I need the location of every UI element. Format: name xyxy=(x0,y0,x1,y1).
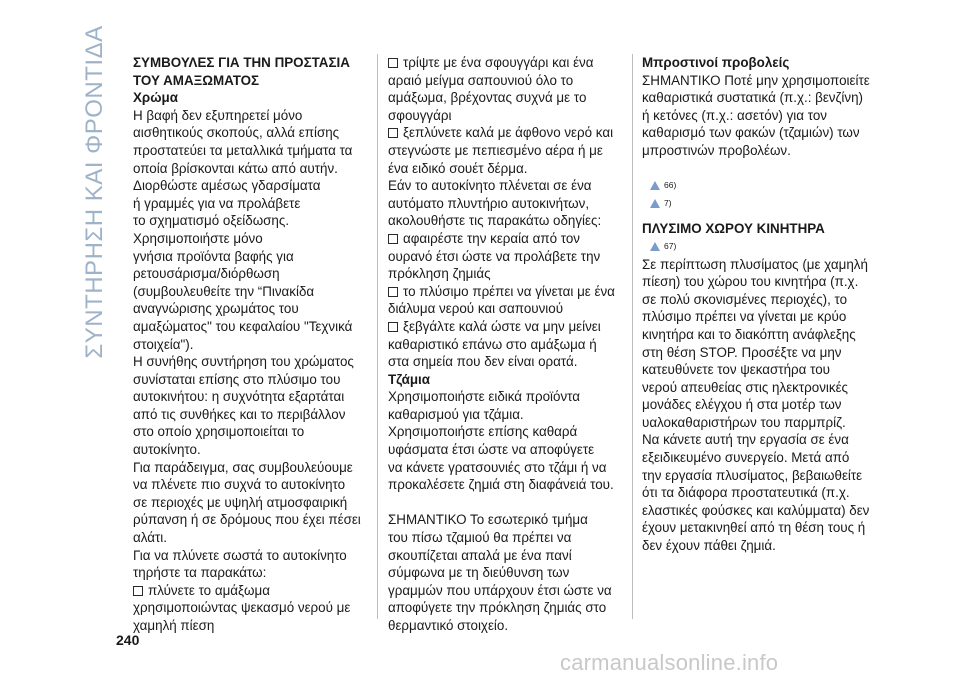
column-1 xyxy=(133,54,363,635)
text-line: δεν έχουν πάθει ζημιά. xyxy=(642,538,776,554)
text-line: καθαρισμό των φακών (τζαμιών) των xyxy=(642,125,860,141)
text-line: Εάν το αυτοκίνητο πλένεται σε ένα xyxy=(388,178,592,194)
text-line: Να κάνετε αυτή την εργασία σε ένα xyxy=(642,432,849,448)
text-line: αμαξώματος" του κεφαλαίου "Τεχνικά xyxy=(133,318,353,334)
text-line: στο οποίο χρησιμοποιείται το xyxy=(133,424,305,440)
text-line: του πίσω τζαμιού θα πρέπει να xyxy=(388,530,572,546)
text-line: στη θέση STOP. Προσέξτε να μην xyxy=(642,344,842,360)
text-line: προστατεύει τα μεταλλικά τμήματα τα xyxy=(133,142,353,158)
text-line: ΣΗΜΑΝΤΙΚΟ Ποτέ μην χρησιμοποιείτε xyxy=(642,72,870,88)
warning-triangle-icon xyxy=(650,181,660,190)
paragraph-lines xyxy=(133,107,363,582)
bullet-continuation xyxy=(133,599,363,634)
text-line: ακολουθήστε τις παρακάτω οδηγίες: xyxy=(388,213,602,229)
subheading-headlights: Μπροστινοί προβολείς xyxy=(642,55,790,70)
text-line: σύμφωνα με τη διεύθυνση των xyxy=(388,565,570,581)
text-line: διάλυμα νερού και σαπουνιού xyxy=(388,301,564,317)
text-line: κινητήρα και το διακόπτη ανάφλεξης xyxy=(642,326,856,342)
text-line: Χρησιμοποιήστε ειδικά προϊόντα xyxy=(388,389,580,405)
text-line: Η συνήθης συντήρηση του χρώματος xyxy=(133,354,354,370)
text-line: ρύπανση ή σε δρόμους που έχει πέσει xyxy=(133,512,361,528)
text-line: ένα ειδικό σουέτ δέρμα. xyxy=(388,160,528,176)
checkbox-bullet-icon xyxy=(388,287,398,297)
section-side-title xyxy=(75,25,115,359)
text-line: Η βαφή δεν εξυπηρετεί μόνο xyxy=(133,107,303,123)
warning-triangle-icon xyxy=(650,242,660,251)
checkbox-bullet-icon xyxy=(388,234,398,244)
checkbox-bullet-icon xyxy=(388,58,398,68)
text-line: νερού απευθείας στις ηλεκτρονικές xyxy=(642,379,849,395)
bullet-item xyxy=(388,124,618,142)
text-line: πίεση) του χώρου του κινητήρα (π.χ. xyxy=(642,274,859,290)
note-reference-label: 7) xyxy=(664,197,672,208)
note-reference[interactable] xyxy=(650,195,872,213)
text-line: υφάσματα έτσι ώστε να αποφύγετε xyxy=(388,442,595,458)
text-line: χρησιμοποιώντας ψεκασμό νερού με xyxy=(133,600,351,616)
text-line: αποφύγετε την πρόκληση ζημιάς στο xyxy=(388,600,607,616)
bullet-continuation xyxy=(388,248,618,283)
bullet-text: αφαιρέστε την κεραία από τον xyxy=(403,230,580,246)
text-line: σκουπίζεται απαλά με ένα πανί xyxy=(388,547,572,563)
text-line: γραμμών που υπάρχουν έτσι ώστε να xyxy=(388,582,612,598)
text-line: ελαστικές φούσκες και καλύμματα) δεν xyxy=(642,502,870,518)
text-line: πρόκληση ζημιάς xyxy=(388,266,491,282)
paragraph-lines xyxy=(388,177,618,230)
section-heading-engine-wash: ΠΛΥΣΙΜΟ ΧΩΡΟΥ ΚΙΝΗΤΗΡΑ xyxy=(642,221,825,237)
bullet-continuation xyxy=(388,336,618,371)
text-line: εξειδικευμένο συνεργείο. Μετά από xyxy=(642,450,850,466)
text-line: Για παράδειγμα, σας συμβουλεύουμε xyxy=(133,459,353,475)
text-line: ότι τα διάφορα προστατευτικά (π.χ. xyxy=(642,485,850,501)
text-line: στοιχεία"). xyxy=(133,336,194,352)
bullet-text: ξεπλύνετε καλά με άφθονο νερό και xyxy=(403,125,614,141)
bullet-continuation xyxy=(388,142,618,177)
text-line: από τις συνθήκες και το περιβάλλον xyxy=(133,406,346,422)
paragraph-lines xyxy=(388,511,618,634)
warning-reference-label: 66) xyxy=(664,180,677,191)
text-line: μονάδες ελέγχου ή στα μοτέρ των xyxy=(642,397,842,413)
bullet-item xyxy=(388,318,618,336)
text-line: συνίσταται επίσης στο πλύσιμο του xyxy=(133,371,341,387)
text-line: αυτοκίνητο. xyxy=(133,442,201,458)
page-number: 240 xyxy=(116,632,140,648)
paragraph-lines xyxy=(388,388,618,494)
bullet-text: πλύνετε το αμάξωμα xyxy=(148,582,270,598)
note-triangle-icon xyxy=(650,199,660,208)
text-line: αλάτι. xyxy=(133,530,167,546)
bullet-continuation xyxy=(388,300,618,318)
section-heading: ΣΥΜΒΟΥΛΕΣ ΓΙΑ ΤΗΝ ΠΡΟΣΤΑΣΙΑ xyxy=(133,55,350,70)
bullet-text: ξεβγάλτε καλά ώστε να μην μείνει xyxy=(403,318,601,334)
checkbox-bullet-icon xyxy=(133,586,143,596)
text-line: σε πολύ σκονισμένες περιοχές), το xyxy=(642,291,848,307)
text-line: Για να πλύνετε σωστά το αυτοκίνητο xyxy=(133,547,347,563)
text-line: ή γραμμές για να προλάβετε xyxy=(133,195,301,211)
text-line: αυτόματο πλυντήριο αυτοκινήτων, xyxy=(388,195,590,211)
column-divider xyxy=(632,54,633,619)
text-line: οποία βρίσκονται κάτω από αυτήν. xyxy=(133,160,338,176)
text-line: Χρησιμοποιήστε μόνο xyxy=(133,230,263,246)
text-line: τηρήστε τα παρακάτω: xyxy=(133,565,267,581)
watermark-text: carmanualsonline.info xyxy=(560,650,779,675)
text-line: καθαρισμού για τζάμια. xyxy=(388,406,524,422)
section-side-title-text: ΣΥΝΤΗΡΗΣΗ ΚΑΙ ΦΡΟΝΤΙΔΑ xyxy=(81,25,108,359)
text-line: (συμβουλευθείτε την “Πινακίδα xyxy=(133,283,315,299)
text-line: στα σημεία που δεν είναι ορατά. xyxy=(388,354,578,370)
text-line: να πλένετε πιο συχνά το αυτοκίνητο xyxy=(133,477,346,493)
checkbox-bullet-icon xyxy=(388,128,398,138)
text-line: πλύσιμο πρέπει να γίνεται με κρύο xyxy=(642,309,847,325)
text-line: Χρησιμοποιήστε επίσης καθαρά xyxy=(388,424,578,440)
bullet-item xyxy=(388,230,618,248)
text-line: έχουν μετακινηθεί από τη θέση τους ή xyxy=(642,520,866,536)
text-line: το σχηματισμό οξείδωσης. xyxy=(133,213,290,229)
bullet-item xyxy=(388,54,618,72)
column-divider xyxy=(377,54,378,619)
text-line: Σε περίπτωση πλυσίματος (με χαμηλή xyxy=(642,256,868,272)
text-line: θερμαντικό στοιχείο. xyxy=(388,618,509,633)
text-line: αραιό μείγμα σαπουνιού όλο το xyxy=(388,72,574,88)
text-line: να κάνετε γρατσουνιές στο τζάμι ή να xyxy=(388,459,607,475)
text-line: ουρανό έτσι ώστε να προλάβετε την xyxy=(388,248,601,264)
spacer xyxy=(642,212,872,220)
section-heading-cont: ΤΟΥ ΑΜΑΞΩΜΑΤΟΣ xyxy=(133,72,260,88)
text-line: την εργασία πλυσίματος, βεβαιωθείτε xyxy=(642,467,863,483)
paragraph-lines xyxy=(642,72,872,160)
bullet-text: τρίψτε με ένα σφουγγάρι και ένα xyxy=(403,55,594,70)
text-line: ρετουσάρισμα/διόρθωση xyxy=(133,266,280,282)
bullet-text: το πλύσιμο πρέπει να γίνεται με ένα xyxy=(403,283,615,299)
bullet-item xyxy=(388,283,618,301)
text-line: στεγνώστε με πεπιεσμένο αέρα ή με xyxy=(388,142,603,158)
text-line: καθαριστικά συστατικά (π.χ.: βενζίνη) xyxy=(642,90,863,106)
column-2 xyxy=(388,54,618,635)
bullet-continuation xyxy=(388,72,618,125)
text-line: ή κετόνες (π.χ.: ασετόν) για τον xyxy=(642,107,827,123)
paragraph-gap xyxy=(642,160,872,178)
text-line: καθαριστικό επάνω στο αμάξωμα ή xyxy=(388,336,597,352)
text-line: αμάξωμα, βρέχοντας συχνά με το xyxy=(388,90,587,106)
text-line: μπροστινών προβολέων. xyxy=(642,142,791,158)
text-line: ΣΗΜΑΝΤΙΚΟ Το εσωτερικό τμήμα xyxy=(388,512,588,528)
text-line: χαμηλή πίεση xyxy=(133,618,215,633)
text-line: κατευθύνετε τον ψεκαστήρα του xyxy=(642,362,830,378)
text-line: προκαλέσετε ζημιά στη διαφάνειά του. xyxy=(388,477,614,493)
text-line: γνήσια προϊόντα βαφής για xyxy=(133,248,294,264)
subheading-paint: Χρώμα xyxy=(133,90,178,106)
warning-reference-label: 67) xyxy=(664,240,677,251)
bullet-item xyxy=(133,582,363,600)
text-line: σε περιοχές με υψηλή ατμοσφαιρική xyxy=(133,494,348,510)
text-line: σφουγγάρι xyxy=(388,107,452,123)
checkbox-bullet-icon xyxy=(388,322,398,332)
subheading-windows: Τζάμια xyxy=(388,371,430,387)
text-line: αισθητικούς σκοπούς, αλλά επίσης xyxy=(133,125,340,141)
warning-reference[interactable] xyxy=(650,238,872,256)
warning-reference[interactable] xyxy=(650,177,872,195)
column-3 xyxy=(642,54,872,555)
paragraph-gap xyxy=(388,494,618,512)
text-line: υαλοκαθαριστήρων του παρμπρίζ. xyxy=(642,414,846,430)
text-line: αυτοκινήτου: η συχνότητα εξαρτάται xyxy=(133,389,345,405)
paragraph-lines xyxy=(642,256,872,555)
text-line: Διορθώστε αμέσως γδαρσίματα xyxy=(133,178,321,194)
text-line: αναγνώρισης χρωμάτος του xyxy=(133,301,299,317)
